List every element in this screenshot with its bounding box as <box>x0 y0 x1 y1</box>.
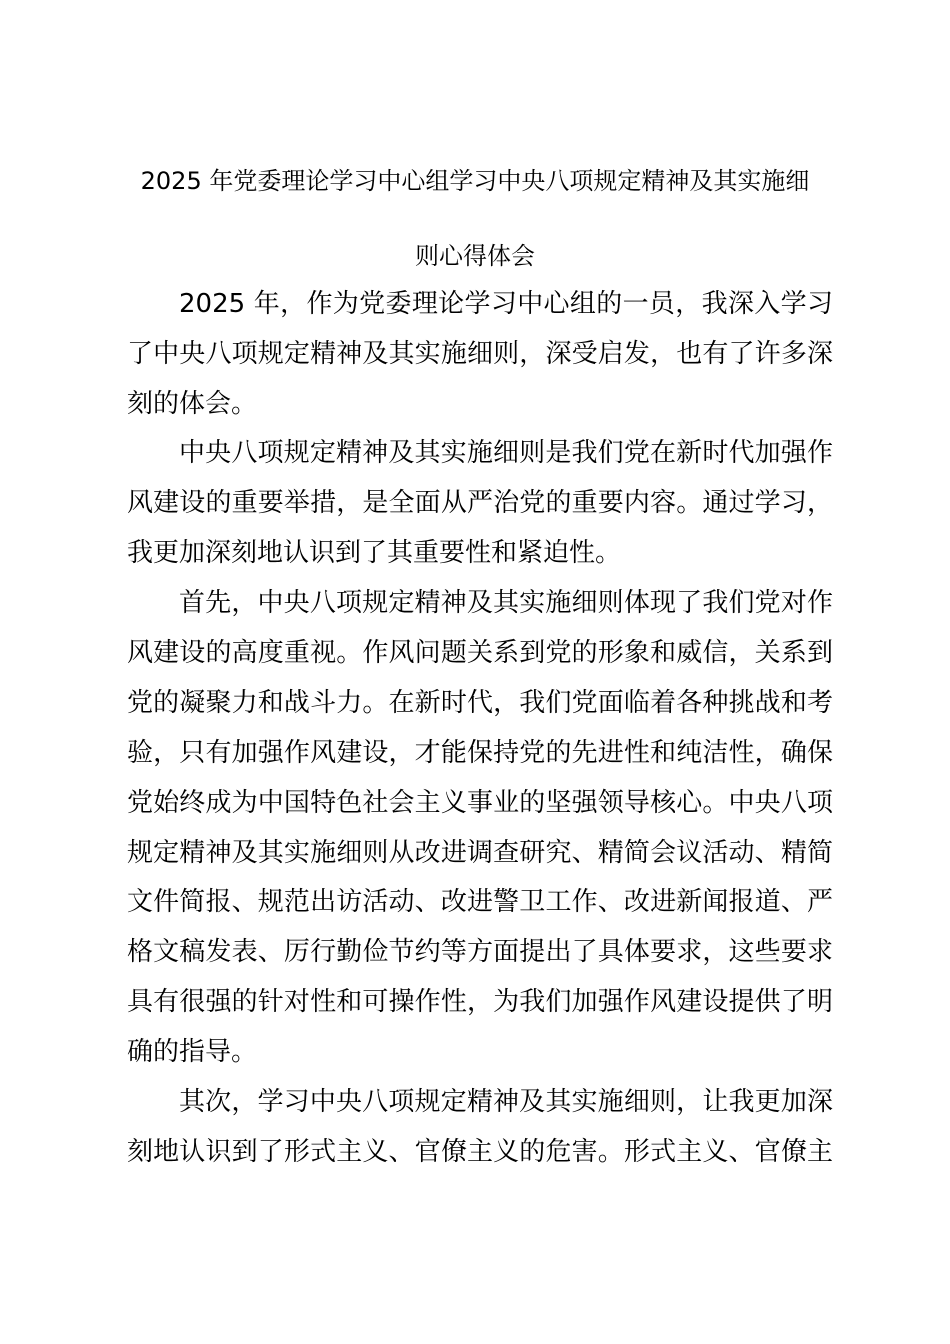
paragraph-4-line-2: 刻地认识到了形式主义、官僚主义的危害。形式主义、官僚主 <box>127 1137 833 1167</box>
paragraph-3-line-7: 文件简报、规范出访活动、改进警卫工作、改进新闻报道、严 <box>127 887 833 917</box>
paragraph-3-line-3: 党的凝聚力和战斗力。在新时代，我们党面临着各种挑战和考 <box>127 688 833 718</box>
document-title-line-1: 2025 年党委理论学习中心组学习中央八项规定精神及其实施细 <box>140 167 810 195</box>
paragraph-2-line-3: 我更加深刻地认识到了其重要性和紧迫性。 <box>127 538 622 568</box>
paragraph-3-line-4: 验，只有加强作风建设，才能保持党的先进性和纯洁性，确保 <box>127 738 833 768</box>
paragraph-3-line-2: 风建设的高度重视。作风问题关系到党的形象和威信，关系到 <box>127 638 833 668</box>
paragraph-3-line-6: 规定精神及其实施细则从改进调查研究、精简会议活动、精简 <box>127 838 833 868</box>
paragraph-3-line-10: 确的指导。 <box>127 1037 258 1067</box>
paragraph-1-line-2: 了中央八项规定精神及其实施细则，深受启发，也有了许多深 <box>127 339 833 369</box>
paragraph-1-line-3: 刻的体会。 <box>127 389 258 419</box>
paragraph-3-line-5: 党始终成为中国特色社会主义事业的坚强领导核心。中央八项 <box>127 788 833 818</box>
paragraph-3-line-9: 具有很强的针对性和可操作性，为我们加强作风建设提供了明 <box>127 987 833 1017</box>
paragraph-2-line-1: 中央八项规定精神及其实施细则是我们党在新时代加强作 <box>179 438 833 468</box>
paragraph-2-line-2: 风建设的重要举措，是全面从严治党的重要内容。通过学习， <box>127 488 833 518</box>
paragraph-3-line-8: 格文稿发表、厉行勤俭节约等方面提出了具体要求，这些要求 <box>127 937 833 967</box>
document-title-line-2: 则心得体会 <box>415 242 535 270</box>
paragraph-4-line-1: 其次，学习中央八项规定精神及其实施细则，让我更加深 <box>179 1087 833 1117</box>
paragraph-3-line-1: 首先，中央八项规定精神及其实施细则体现了我们党对作 <box>179 588 833 618</box>
paragraph-1-line-1: 2025 年，作为党委理论学习中心组的一员，我深入学习 <box>179 289 833 319</box>
